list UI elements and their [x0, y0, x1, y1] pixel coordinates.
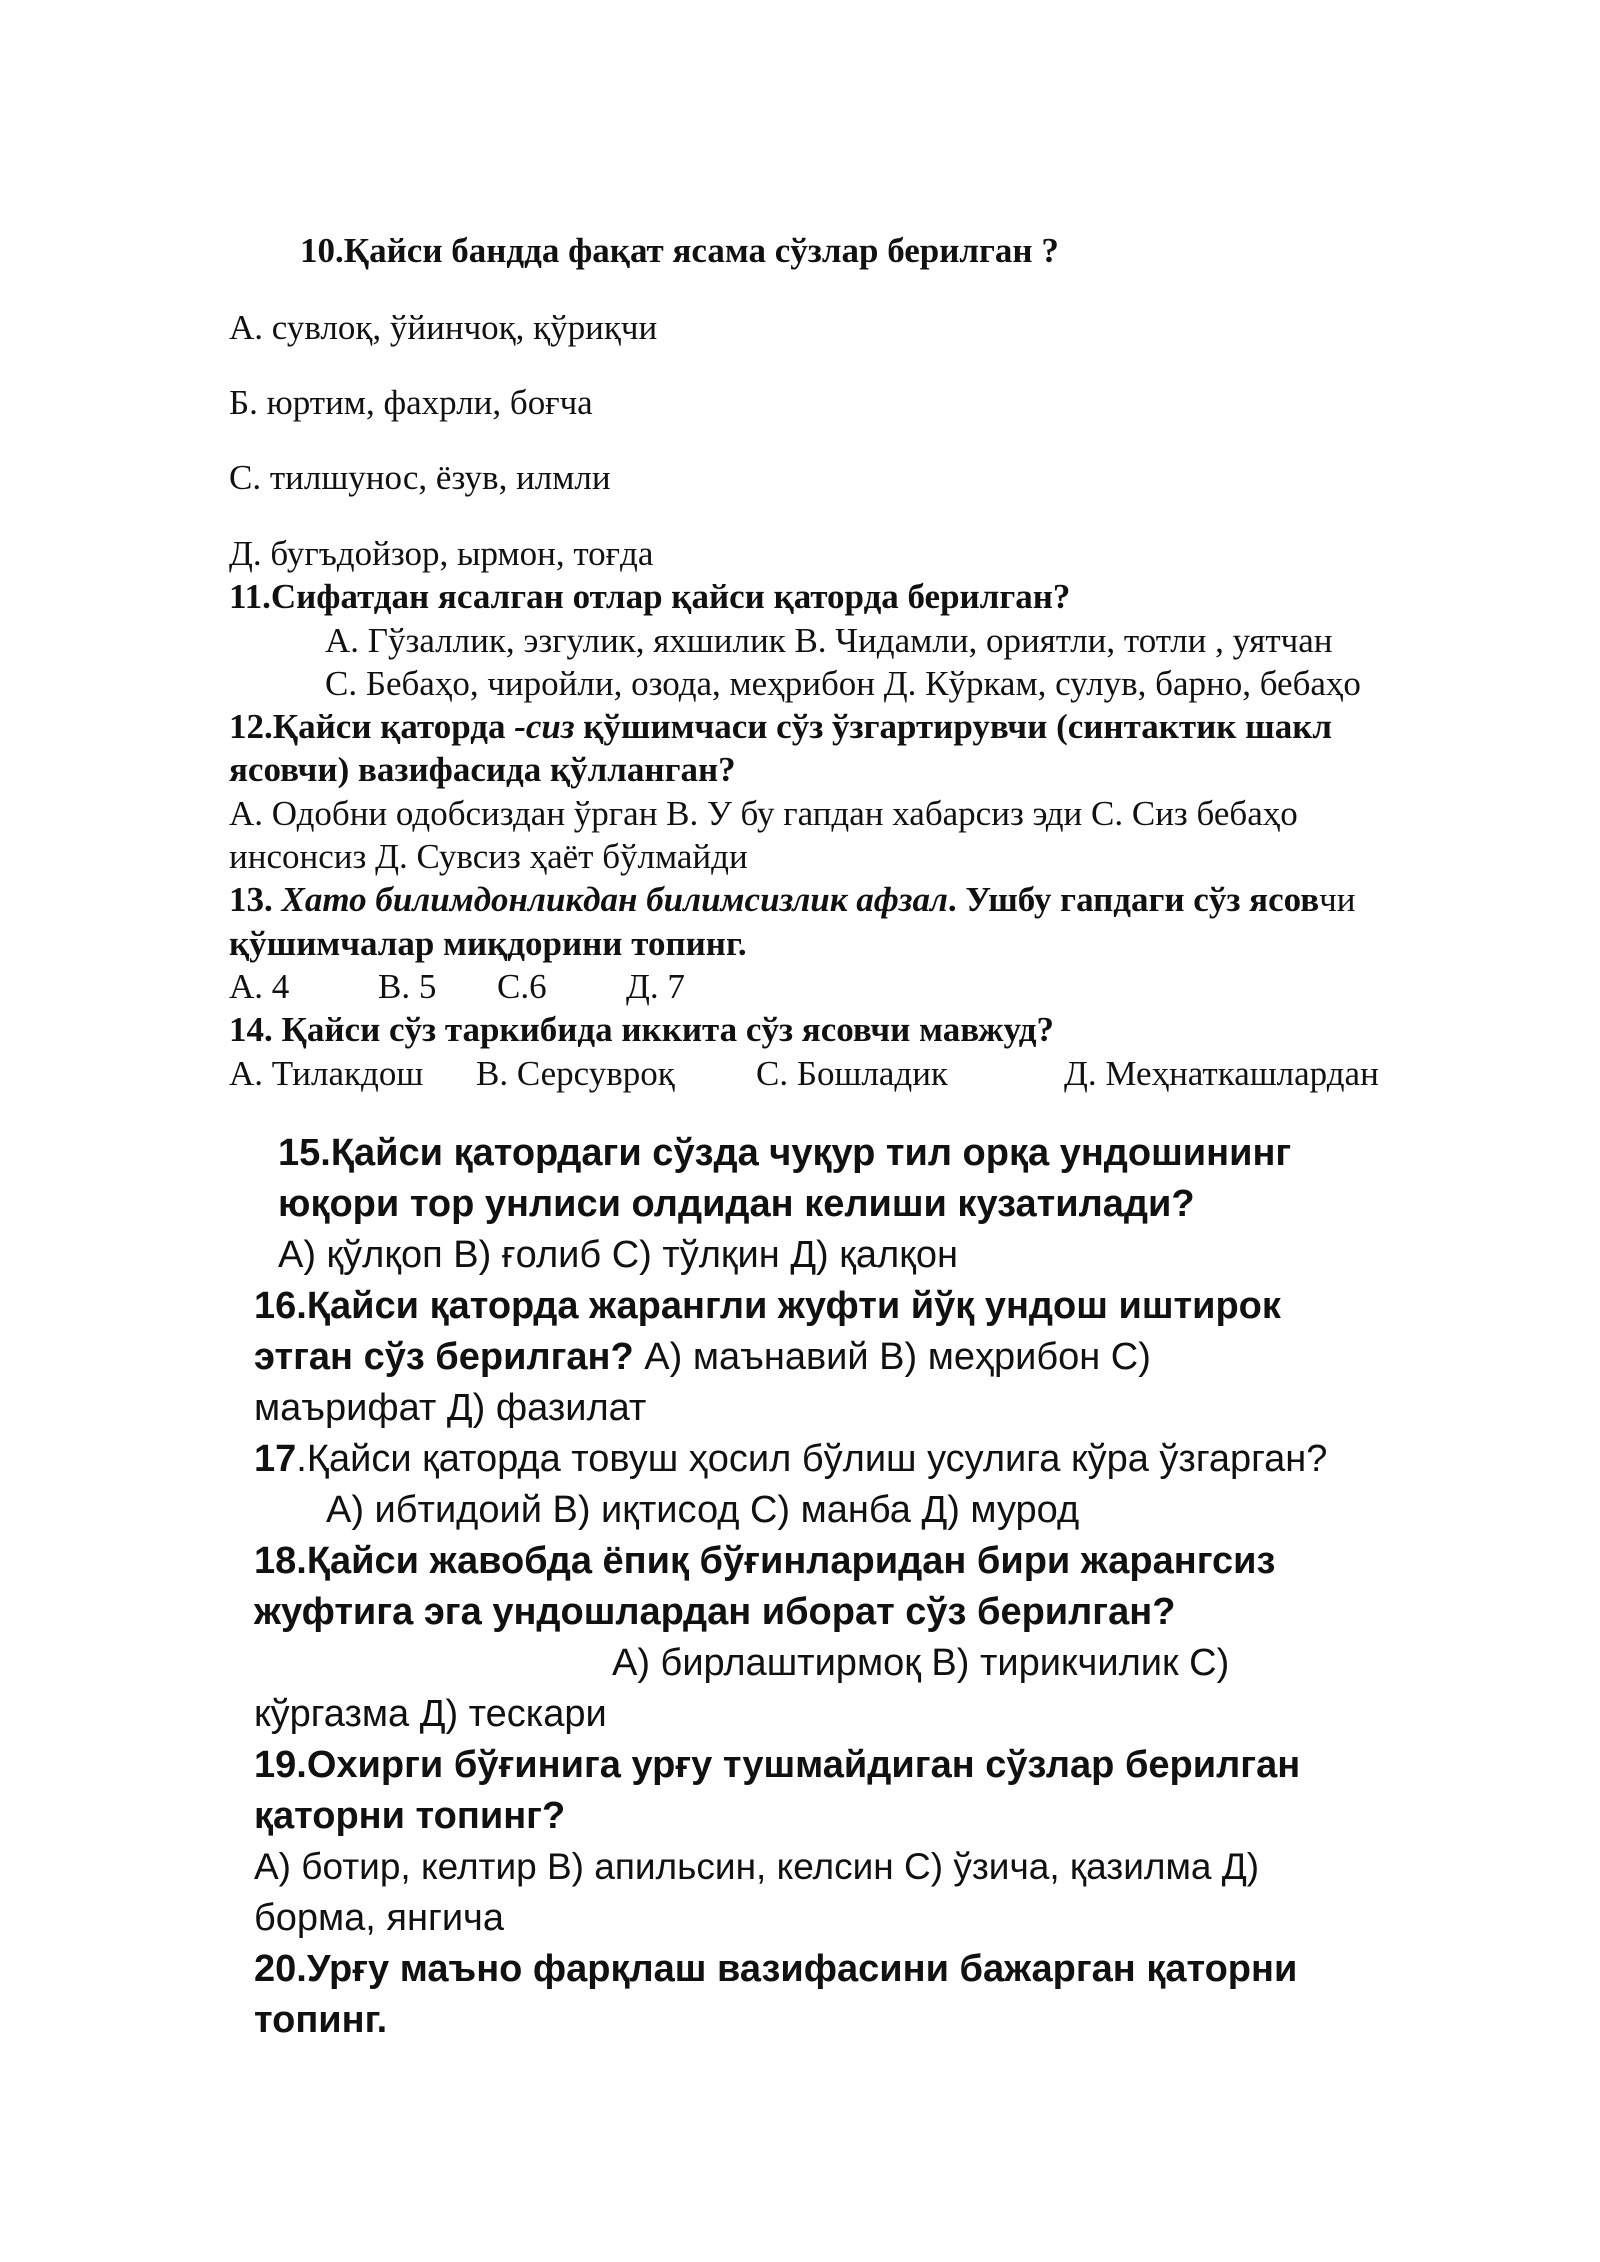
question-16-text-end: этган сўз берилган? — [254, 1336, 634, 1378]
question-20-line-2: топинг. — [254, 1999, 388, 2041]
question-13-line-1 — [229, 880, 1356, 920]
question-10: 10.Қайси бандда фақат ясама сўзлар берилган ? — [300, 231, 1059, 270]
question-19-line-2: қаторни топинг? — [254, 1795, 566, 1837]
question-13-option-a: А. 4 — [229, 967, 290, 1006]
question-19-answers-end: борма, янгича — [254, 1897, 504, 1939]
question-13-option-c: С.6 — [497, 967, 547, 1006]
question-13-text-tail: чи — [1319, 880, 1356, 919]
question-17-answers: А) ибтидоий В) иқтисод С) манба Д) мурод — [326, 1489, 1080, 1531]
question-11-answers-line-2: С. Бебаҳо, чиройли, озода, меҳрибон Д. Кўркам, сулув, барно, бебаҳо — [325, 664, 1361, 703]
question-13-line-2: қўшимчалар миқдорини топинг. — [229, 924, 747, 963]
question-13-text: . Ушбу гапдаги сўз ясов — [947, 880, 1320, 919]
question-18-line-1: 18.Қайси жавобда ёпиқ бўғинларидан бири жарангсиз — [254, 1540, 1276, 1582]
question-15-line-1: 15.Қайси қатордаги сўзда чуқур тил орқа ундошининг — [278, 1132, 1292, 1174]
question-13-option-b: В. 5 — [378, 967, 437, 1006]
question-14: 14. Қайси сўз таркибида иккита сўз ясовчи мавжуд? — [229, 1010, 1054, 1049]
question-16-line-2 — [254, 1336, 1151, 1379]
question-13-option-d: Д. 7 — [626, 967, 685, 1006]
question-16-answers-start: А) маънавий В) меҳрибон С) — [633, 1336, 1151, 1378]
question-13-sentence: Хато билимдонликдан билимсизлик афзал — [281, 880, 948, 919]
question-12-line-1 — [229, 707, 1332, 747]
question-18-answers-end: кўргазма Д) тескари — [254, 1693, 607, 1735]
question-15-answers: А) қўлқоп В) ғолиб С) тўлқин Д) қалқон — [278, 1234, 958, 1276]
question-19-answers-start: А) ботир, келтир В) апильсин, келсин С) ўзича, қазилма Д) — [254, 1846, 1260, 1887]
question-14-option-b: В. Серсувроқ — [476, 1054, 675, 1093]
question-13-number: 13. — [229, 880, 282, 919]
question-15-line-2: юқори тор унлиси олдидан келиши кузатилади? — [278, 1183, 1195, 1225]
question-10-option-c: С. тилшунос, ёзув, илмли — [229, 458, 611, 497]
question-18-answers-start: А) бирлаштирмоқ В) тирикчилик С) — [612, 1642, 1230, 1684]
question-12-answers-line-1: А. Одобни одобсиздан ўрган В. У бу гапдан хабарсиз эди С. Сиз бебаҳо — [229, 794, 1298, 833]
question-16-answers-end: маърифат Д) фазилат — [254, 1387, 647, 1429]
question-11: 11.Сифатдан ясалган отлар қайси қаторда берилган? — [229, 577, 1071, 616]
question-17 — [254, 1438, 1327, 1481]
question-12-text-start: 12.Қайси қаторда — [229, 707, 515, 746]
question-12-answers-line-2: инсонсиз Д. Сувсиз ҳаёт бўлмайди — [229, 837, 748, 876]
question-11-answers-line-1: А. Гўзаллик, эзгулик, яхшилик В. Чидамли, ориятли, тотли , уятчан — [325, 621, 1333, 660]
question-14-option-a: А. Тилакдош — [229, 1054, 424, 1093]
question-20-line-1: 20.Урғу маъно фарқлаш вазифасини бажарган қаторни — [254, 1948, 1298, 1990]
question-17-number: 17 — [254, 1438, 297, 1480]
question-10-option-b: Б. юртим, фахрли, боғча — [229, 383, 593, 422]
question-12-suffix: -сиз — [514, 707, 575, 746]
question-17-text: .Қайси қаторда товуш ҳосил бўлиш усулига кўра ўзгарган? — [296, 1438, 1328, 1480]
question-10-option-a: А. сувлоқ, ўйинчоқ, қўриқчи — [229, 308, 658, 347]
question-19-line-1: 19.Охирги бўғинига урғу тушмайдиган сўзлар берилган — [254, 1744, 1301, 1786]
question-16-line-1: 16.Қайси қаторда жарангли жуфти йўқ ундош иштирок — [254, 1285, 1281, 1327]
question-18-line-2: жуфтига эга ундошлардан иборат сўз берилган? — [254, 1591, 1176, 1633]
question-14-option-d: Д. Меҳнаткашлардан — [1064, 1054, 1379, 1093]
question-14-option-c: С. Бошладик — [756, 1054, 948, 1093]
question-12-line-2: ясовчи) вазифасида қўлланган? — [229, 750, 736, 789]
question-12-text-end: қўшимчаси сўз ўзгартирувчи (синтактик шакл — [574, 707, 1333, 746]
question-10-option-d: Д. бугъдойзор, ырмон, тоғда — [229, 534, 654, 573]
